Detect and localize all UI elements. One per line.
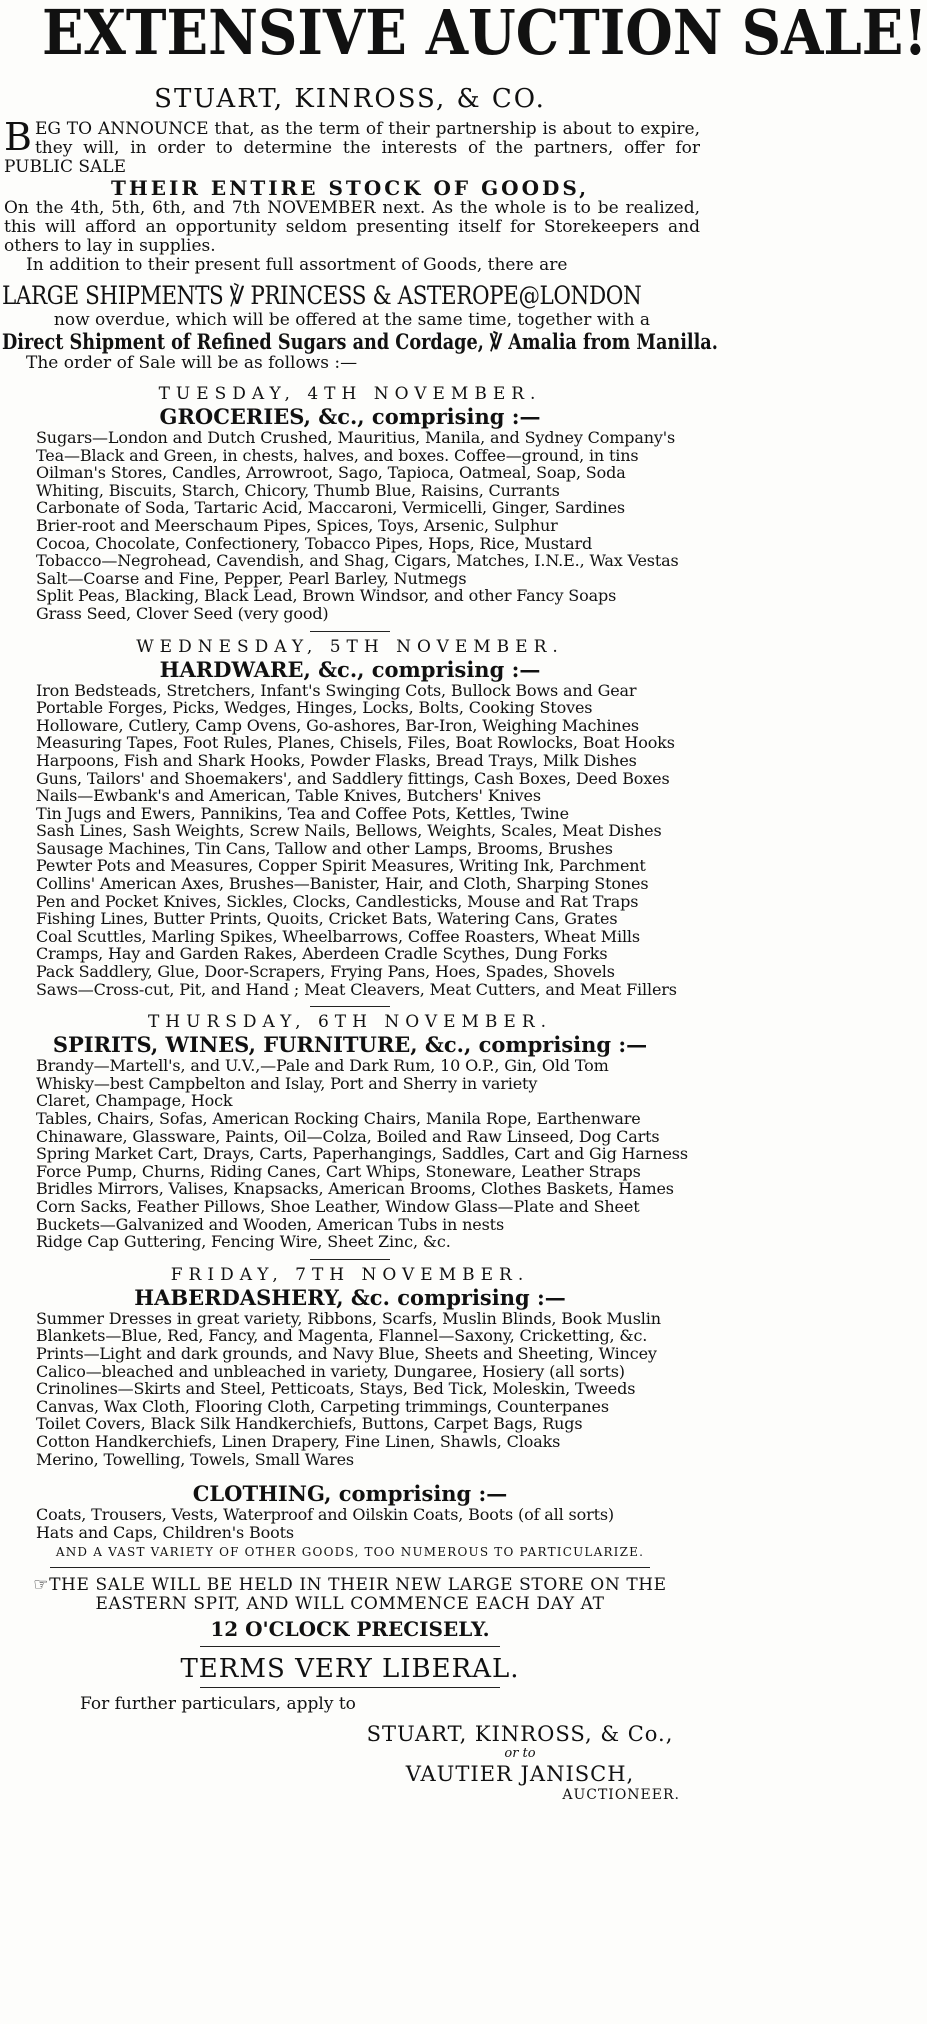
list-item: Tea—Black and Green, in chests, halves, and boxes. Coffee—ground, in tins	[36, 445, 639, 465]
signature-firm: STUART, KINROSS, & Co.,	[366, 1722, 674, 1747]
auctioneer-title: AUCTIONEER.	[562, 1787, 680, 1804]
list-item: Claret, Champage, Hock	[36, 1091, 233, 1111]
page-title: EXTENSIVE AUCTION SALE!	[42, 0, 927, 69]
list-item: Force Pump, Churns, Riding Canes, Cart Whips, Stoneware, Leather Straps	[36, 1161, 641, 1181]
list-item: Toilet Covers, Black Silk Handkerchiefs, Buttons, Carpet Bags, Rugs	[36, 1414, 583, 1434]
apply-line: For further particulars, apply to	[80, 1694, 356, 1715]
section-heading-spirits: SPIRITS, WINES, FURNITURE, &c., comprising :—	[52, 1032, 648, 1058]
intro-text: EG TO ANNOUNCE that, as the term of their partnership is about to expire, they will, in order to determine the interests of the partners, offer for PUBLIC SALE	[4, 119, 700, 177]
list-item: Cotton Handkerchiefs, Linen Drapery, Fine Linen, Shawls, Cloaks	[36, 1431, 561, 1451]
list-item: Crinolines—Skirts and Steel, Petticoats, Stays, Bed Tick, Moleskin, Tweeds	[36, 1379, 636, 1399]
list-item: Summer Dresses in great variety, Ribbons, Scarfs, Muslin Blinds, Book Muslin	[36, 1308, 661, 1328]
list-item: Portable Forges, Picks, Wedges, Hinges, Locks, Bolts, Cooking Stoves	[36, 698, 593, 718]
list-item: Harpoons, Fish and Shark Hooks, Powder Flasks, Bread Trays, Milk Dishes	[36, 750, 637, 770]
list-item: Pewter Pots and Measures, Copper Spirit Measures, Writing Ink, Parchment	[36, 856, 646, 876]
list-item: Guns, Tailors' and Shoemakers', and Saddlery fittings, Cash Boxes, Deed Boxes	[36, 768, 670, 788]
list-item: Sash Lines, Sash Weights, Screw Nails, Bellows, Weights, Scales, Meat Dishes	[36, 821, 662, 841]
list-item: Prints—Light and dark grounds, and Navy Blue, Sheets and Sheeting, Wincey	[36, 1343, 657, 1363]
list-item: Chinaware, Glassware, Paints, Oil—Colza, Boiled and Raw Linseed, Dog Carts	[36, 1126, 660, 1146]
list-item: Whiting, Biscuits, Starch, Chicory, Thumb Blue, Raisins, Currants	[36, 480, 560, 500]
start-time: 12 O'CLOCK PRECISELY.	[210, 1617, 490, 1642]
auctioneer-name: VAUTIER JANISCH,	[405, 1762, 635, 1787]
intro-dropcap: B	[4, 115, 32, 159]
terms-heading: TERMS VERY LIBERAL.	[180, 1654, 520, 1685]
section-heading-hardware: HARDWARE, &c., comprising :—	[159, 656, 541, 682]
list-item: Cramps, Hay and Garden Rakes, Aberdeen Cradle Scythes, Dung Forks	[36, 944, 608, 964]
list-item: Tables, Chairs, Sofas, American Rocking Chairs, Manila Rope, Earthenware	[36, 1109, 641, 1128]
divider	[200, 1646, 500, 1647]
divider	[310, 1259, 390, 1260]
variety-line: AND A VAST VARIETY OF OTHER GOODS, TOO NUMEROUS TO PARTICULARIZE.	[55, 1545, 645, 1560]
sale-notice: ☞THE SALE WILL BE HELD IN THEIR NEW LARGE STORE ON THE EASTERN SPIT, AND WILL COMMENCE EACH DAY AT	[33, 1575, 667, 1615]
intro-paragraph	[4, 115, 700, 177]
day-heading-tuesday: TUESDAY, 4TH NOVEMBER.	[158, 384, 542, 404]
divider	[310, 631, 390, 632]
list-item: Tin Jugs and Ewers, Pannikins, Tea and Coffee Pots, Kettles, Twine	[36, 803, 569, 823]
addition-paragraph: In addition to their present full assortment of Goods, there are	[26, 255, 568, 275]
spirits-list	[36, 1057, 700, 1251]
list-item: Spring Market Cart, Drays, Carts, Paperhangings, Saddles, Cart and Gig Harness	[36, 1144, 688, 1164]
list-item: Brier-root and Meerschaum Pipes, Spices, Toys, Arsenic, Sulphur	[36, 515, 558, 535]
signature-block	[360, 1722, 680, 1804]
list-item: Nails—Ewbank's and American, Table Knives, Butchers' Knives	[36, 786, 541, 806]
overdue-line: now overdue, which will be offered at the same time, together with a	[53, 310, 651, 330]
stock-heading: THEIR ENTIRE STOCK OF GOODS,	[110, 176, 590, 200]
day-heading-friday: FRIDAY, 7TH NOVEMBER.	[170, 1264, 530, 1285]
section-heading-haberdashery: HABERDASHERY, &c. comprising :—	[134, 1284, 566, 1310]
list-item: Hats and Caps, Children's Boots	[36, 1522, 294, 1542]
list-item: Saws—Cross-cut, Pit, and Hand ; Meat Cleavers, Meat Cutters, and Meat Fillers	[36, 979, 677, 999]
list-item: Ridge Cap Guttering, Fencing Wire, Sheet Zinc, &c.	[36, 1232, 451, 1252]
clothing-list	[36, 1506, 700, 1541]
list-item: Grass Seed, Clover Seed (very good)	[36, 603, 329, 623]
list-item: Sugars—London and Dutch Crushed, Mauritius, Manila, and Sydney Company's	[36, 428, 676, 447]
order-line: The order of Sale will be as follows :—	[26, 353, 358, 373]
list-item: Corn Sacks, Feather Pillows, Shoe Leather, Window Glass—Plate and Sheet	[36, 1196, 640, 1216]
groceries-list	[36, 429, 700, 623]
direct-shipment-line: Direct Shipment of Refined Sugars and Cordage, ℣ Amalia from Manilla.	[2, 329, 718, 354]
list-item: Coal Scuttles, Marling Spikes, Wheelbarrows, Coffee Roasters, Wheat Mills	[36, 926, 640, 946]
list-item: Tobacco—Negrohead, Cavendish, and Shag, Cigars, Matches, I.N.E., Wax Vestas	[36, 551, 679, 571]
dates-paragraph: On the 4th, 5th, 6th, and 7th NOVEMBER next. As the whole is to be realized, this will afford an opportunity seldom presenting itself for Storekeepers and others to lay in supplies.	[4, 198, 700, 256]
list-item: Collins' American Axes, Brushes—Banister, Hair, and Cloth, Sharping Stones	[36, 874, 649, 894]
list-item: Brandy—Martell's, and U.V.,—Pale and Dark Rum, 10 O.P., Gin, Old Tom	[36, 1056, 609, 1076]
list-item: Oilman's Stores, Candles, Arrowroot, Sago, Tapioca, Oatmeal, Soap, Soda	[36, 463, 626, 483]
list-item: Cocoa, Chocolate, Confectionery, Tobacco Pipes, Hops, Rice, Mustard	[36, 533, 593, 553]
haberdashery-list	[36, 1310, 700, 1468]
section-heading-clothing: CLOTHING, comprising :—	[192, 1481, 508, 1507]
day-heading-wednesday: WEDNESDAY, 5TH NOVEMBER.	[136, 636, 564, 657]
list-item: Whisky—best Campbelton and Islay, Port and Sherry in variety	[36, 1073, 538, 1093]
list-item: Canvas, Wax Cloth, Flooring Cloth, Carpeting trimmings, Counterpanes	[36, 1396, 609, 1416]
list-item: Buckets—Galvanized and Wooden, American Tubs in nests	[36, 1214, 505, 1234]
divider	[50, 1567, 650, 1568]
or-to: or to	[504, 1746, 536, 1762]
section-heading-groceries: GROCERIES, &c., comprising :—	[159, 404, 541, 429]
hardware-list	[36, 682, 700, 999]
ships-line: LARGE SHIPMENTS ℣ PRINCESS & ASTEROPE@LONDON	[2, 281, 642, 310]
list-item: Split Peas, Blacking, Black Lead, Brown Windsor, and other Fancy Soaps	[36, 586, 617, 606]
list-item: Blankets—Blue, Red, Fancy, and Magenta, Flannel—Saxony, Cricketting, &c.	[36, 1326, 648, 1346]
divider	[310, 1006, 390, 1007]
list-item: Holloware, Cutlery, Camp Ovens, Go-ashores, Bar-Iron, Weighing Machines	[36, 715, 639, 735]
firm-name: STUART, KINROSS, & CO.	[154, 84, 546, 114]
list-item: Pen and Pocket Knives, Sickles, Clocks, Candlesticks, Mouse and Rat Traps	[36, 891, 639, 911]
divider	[200, 1687, 500, 1688]
list-item: Carbonate of Soda, Tartaric Acid, Maccaroni, Vermicelli, Ginger, Sardines	[36, 498, 625, 518]
day-heading-thursday: THURSDAY, 6TH NOVEMBER.	[147, 1012, 553, 1033]
list-item: Bridles Mirrors, Valises, Knapsacks, American Brooms, Clothes Baskets, Hames	[36, 1179, 674, 1199]
list-item: Salt—Coarse and Fine, Pepper, Pearl Barley, Nutmegs	[36, 568, 467, 588]
list-item: Pack Saddlery, Glue, Door-Scrapers, Frying Pans, Hoes, Spades, Shovels	[36, 962, 615, 982]
list-item: Measuring Tapes, Foot Rules, Planes, Chisels, Files, Boat Rowlocks, Boat Hooks	[36, 733, 675, 753]
list-item: Merino, Towelling, Towels, Small Wares	[36, 1449, 354, 1469]
list-item: Calico—bleached and unbleached in variety, Dungaree, Hosiery (all sorts)	[36, 1361, 625, 1381]
list-item: Fishing Lines, Butter Prints, Quoits, Cricket Bats, Watering Cans, Grates	[36, 909, 618, 929]
list-item: Iron Bedsteads, Stretchers, Infant's Swinging Cots, Bullock Bows and Gear	[36, 680, 637, 700]
list-item: Sausage Machines, Tin Cans, Tallow and other Lamps, Brooms, Brushes	[36, 838, 613, 858]
list-item: Coats, Trousers, Vests, Waterproof and Oilskin Coats, Boots (of all sorts)	[36, 1505, 615, 1525]
